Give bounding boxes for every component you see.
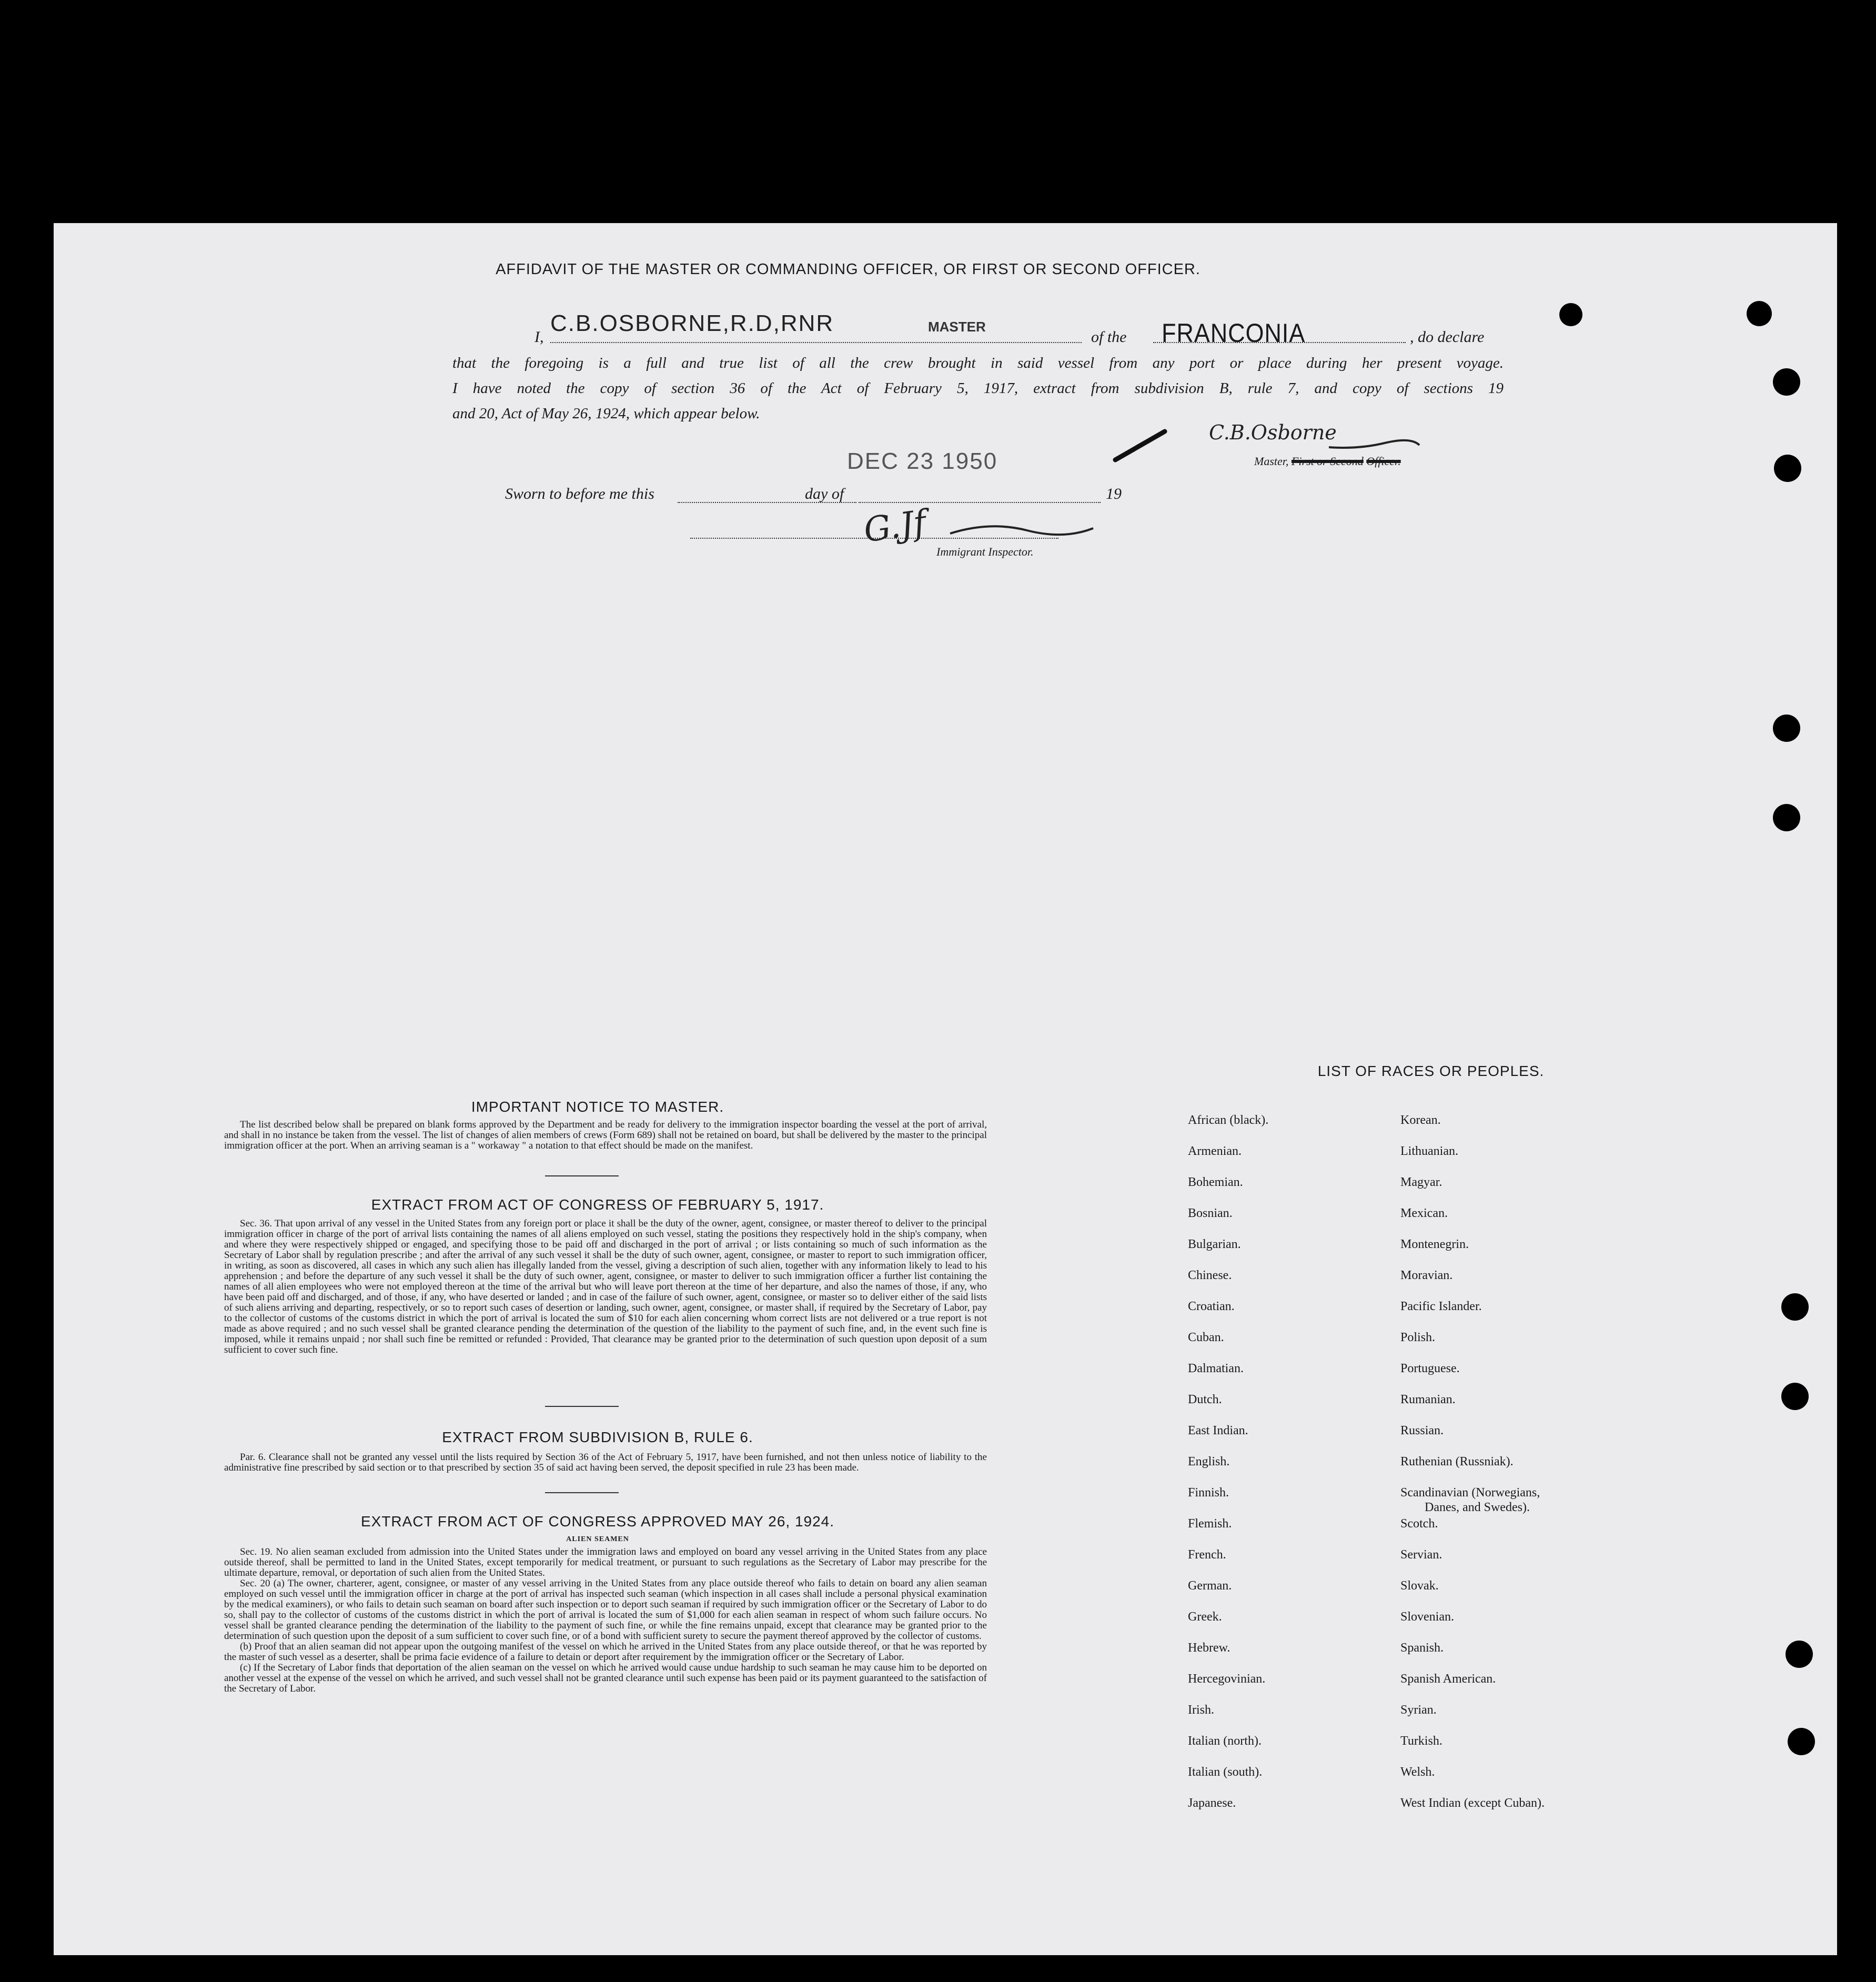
alien-seamen-subtitle: ALIEN SEAMEN <box>566 1535 629 1543</box>
race-right-item: Pacific Islander. <box>1400 1300 1482 1313</box>
race-right-item: Mexican. <box>1400 1206 1448 1220</box>
sec20a-text: Sec. 20 (a) The owner, charterer, agent, consignee, or master of any vessel arriving in the United States from any place outside thereof who fails to detain on board any alien seaman employed on such vessel until the immigration officer in charge at the port of arrival has inspected such seaman (which inspection in all cases shall include a personal physical examination by the medical examiners), or who fails to detain such seaman on board after such inspection or to deport such seaman if required by such immigration officer or the Secretary of Labor to do so, shall pay to the collector of customs of the customs district in which the port of arrival is located the sum of $1,000 for each alien seaman in respect of whom such failure occurs. No vessel shall be granted clearance pending the determination of the liability to the payment of such fine, or while the fine remains unpaid, except that clearance may be granted prior to the determination of such question upon the deposit of a sum sufficient to cover such fine, or of a bond with sufficient surety to secure the payment thereof approved by the collector of customs. <box>224 1578 987 1642</box>
race-left-item: Chinese. <box>1188 1269 1232 1282</box>
master-signature: C.B.Osborne <box>1209 421 1337 444</box>
signature-flourish <box>1327 431 1421 452</box>
signature-slash-mark <box>1111 427 1169 464</box>
caption-officer: Officer. <box>1366 455 1401 468</box>
race-left-item: Bosnian. <box>1188 1206 1233 1220</box>
race-right-item: Welsh. <box>1400 1765 1435 1779</box>
of-the-label: of the <box>1091 328 1127 346</box>
race-left-item: African (black). <box>1188 1113 1269 1127</box>
race-left-item: Italian (north). <box>1188 1734 1262 1748</box>
race-left-item: Italian (south). <box>1188 1765 1263 1779</box>
sec20c-text: (c) If the Secretary of Labor finds that deportation of the alien seaman on the vessel on which he arrived would cause undue hardship to such seaman he may cause him to be deported on another vessel at the expense of the vessel on which he arrived, and such vessel shall not be granted clearance until such expense has been paid or its payment guaranteed to the satisfaction of the Secretary of Labor. <box>224 1662 987 1694</box>
race-left-item: English. <box>1188 1455 1230 1468</box>
declaration-line-2: that the foregoing is a full and true list of all the crew brought in said vessel from any port or place during her present voyage. <box>452 355 1504 371</box>
race-right-item-continued: Danes, and Swedes). <box>1425 1501 1530 1514</box>
race-right-item: Russian. <box>1400 1424 1444 1437</box>
sec20b-text: (b) Proof that an alien seaman did not appear upon the outgoing manifest of the vessel on which he arrived in the United States from any place outside thereof, or that he was reported by the master of such vessel as a deserter, shall be prima facie evidence of a failure to detain or deport after requirement by the immigration officer or the Secretary of Labor. <box>224 1641 987 1663</box>
officer-name: C.B.OSBORNE,R.D,RNR <box>550 310 834 336</box>
inspector-flourish <box>948 518 1095 544</box>
binder-hole <box>1773 804 1800 831</box>
vessel-name: FRANCONIA <box>1162 318 1306 348</box>
name-underline <box>550 342 1082 343</box>
date-stamp: DEC 23 1950 <box>847 448 998 474</box>
race-left-item: Armenian. <box>1188 1144 1242 1158</box>
rule6-text: Par. 6. Clearance shall not be granted any vessel until the lists required by Section 36 of the Act of February 5, 1917, have been furnished, and not then unless notice of liability to the administrative fine prescribed by said section or to that prescribed by section 35 of said act having been served, the deposit specified in rule 23 has been made. <box>224 1452 987 1473</box>
binder-hole <box>1773 715 1800 742</box>
race-left-item: French. <box>1188 1548 1226 1562</box>
race-left-item: Cuban. <box>1188 1331 1224 1344</box>
day-of-label: day of <box>805 485 844 502</box>
divider <box>545 1492 619 1493</box>
race-left-item: Dutch. <box>1188 1393 1222 1406</box>
race-right-item: Ruthenian (Russniak). <box>1400 1455 1514 1468</box>
race-left-item: Hercegovinian. <box>1188 1672 1266 1686</box>
race-right-item: Portuguese. <box>1400 1362 1460 1375</box>
race-left-item: Flemish. <box>1188 1517 1232 1531</box>
sworn-label: Sworn to before me this <box>505 485 654 502</box>
rule6-title: EXTRACT FROM SUBDIVISION B, RULE 6. <box>442 1429 753 1445</box>
race-left-item: Bulgarian. <box>1188 1238 1241 1251</box>
officer-title: MASTER <box>928 319 986 335</box>
caption-struck: First or Second <box>1291 455 1364 468</box>
extract-1924-title: EXTRACT FROM ACT OF CONGRESS APPROVED MAY 26, 1924. <box>360 1513 835 1530</box>
binder-hole <box>1773 368 1800 396</box>
divider <box>545 1175 619 1176</box>
extract-1924-body <box>224 1547 987 1694</box>
race-right-item: Scandinavian (Norwegians, <box>1400 1486 1540 1500</box>
race-right-item: Magyar. <box>1400 1175 1443 1189</box>
caption-master: Master, <box>1254 455 1289 468</box>
race-right-item: Spanish. <box>1400 1641 1444 1655</box>
race-left-item: Finnish. <box>1188 1486 1229 1500</box>
i-label: I, <box>534 328 544 346</box>
race-right-item: West Indian (except Cuban). <box>1400 1796 1545 1810</box>
year-prefix: 19 <box>1106 485 1122 502</box>
declaration-line-3: I have noted the copy of section 36 of the Act of February 5, 1917, extract from subdivision B, rule 7, and copy of sections 19 <box>452 380 1504 397</box>
month-underline <box>859 502 1101 503</box>
affidavit-title: AFFIDAVIT OF THE MASTER OR COMMANDING OFFICER, OR FIRST OR SECOND OFFICER. <box>496 261 1201 278</box>
signature-caption <box>1254 455 1401 468</box>
sec19-text: Sec. 19. No alien seaman excluded from admission into the United States under the immigration laws and employed on board any vessel arriving in the United States from any place outside thereof, shall be permitted to land in the United States, except temporarily for medical treatment, or pursuant to such regulations as the Secretary of Labor may prescribe for the ultimate departure, removal, or deportation of such alien from the United States. <box>224 1546 987 1578</box>
do-declare-label: , do declare <box>1410 328 1485 346</box>
race-left-item: East Indian. <box>1188 1424 1248 1437</box>
document-page <box>54 223 1837 1955</box>
extract-1917-text: Sec. 36. That upon arrival of any vessel in the United States from any foreign port or place it shall be the duty of the owner, agent, consignee, or master thereof to deliver to the principal immigration officer in charge of the port of arrival lists containing the names of all aliens employed on such vessel, stating the positions they respectively hold in the ship's company, when and where they were respectively shipped or engaged, and specifying those to be paid off and discharged in the port of arrival ; or lists containing so much of such information as the Secretary of Labor shall by regulation prescribe ; and after the arrival of any such vessel it shall be the duty of such owner, agent, consignee, or master to report to such immigration officer, in writing, as soon as discovered, all cases in which any such alien has illegally landed from the vessel, giving a description of such alien, together with any information likely to lead to his apprehension ; and before the departure of any such vessel it shall be the duty of such owner, agent, consignee, or master to deliver to such immigration officer a further list containing the names of all alien employees who were not employed thereon at the time of the arrival but who will leave port thereon at the time of her departure, and also the names of those, if any, who have been paid off and discharged, and of those, if any, who have deserted or landed ; and in case of the failure of such owner, agent, consignee, or master so to deliver either of the said lists of such aliens arriving and departing, respectively, or so to report such cases of desertion or landing, such owner, agent, consignee, or master shall, if required by the Secretary of Labor, pay to the collector of customs of the customs district in which the port of arrival is located the sum of $10 for each alien concerning whom correct lists are not delivered or a true report is not made as above required ; and no such vessel shall be granted clearance pending the determination of the question of the liability to the payment of such fine, and, in the event such fine is imposed, while it remains unpaid ; nor shall such fine be remitted or refunded : Provided, That clearance may be granted prior to the determination of such question upon deposit of a sum sufficient to cover such fine. <box>224 1218 987 1355</box>
notice-title: IMPORTANT NOTICE TO MASTER. <box>471 1099 724 1115</box>
race-right-item: Montenegrin. <box>1400 1238 1469 1251</box>
binder-hole <box>1781 1293 1809 1321</box>
binder-hole <box>1781 1383 1809 1410</box>
race-right-item: Servian. <box>1400 1548 1443 1562</box>
race-left-item: Irish. <box>1188 1703 1214 1717</box>
race-right-item: Moravian. <box>1400 1269 1453 1282</box>
binder-hole <box>1774 455 1801 482</box>
race-right-item: Slovenian. <box>1400 1610 1454 1624</box>
race-left-item: Hebrew. <box>1188 1641 1231 1655</box>
race-right-item: Syrian. <box>1400 1703 1437 1717</box>
race-right-item: Spanish American. <box>1400 1672 1496 1686</box>
race-left-item: Croatian. <box>1188 1300 1235 1313</box>
inspector-caption: Immigrant Inspector. <box>936 545 1034 558</box>
race-right-item: Polish. <box>1400 1331 1436 1344</box>
divider <box>545 1406 619 1407</box>
race-right-item: Turkish. <box>1400 1734 1443 1748</box>
race-right-item: Slovak. <box>1400 1579 1439 1593</box>
binder-hole <box>1559 303 1582 326</box>
race-left-item: German. <box>1188 1579 1232 1593</box>
race-right-item: Rumanian. <box>1400 1393 1456 1406</box>
race-right-item: Lithuanian. <box>1400 1144 1458 1158</box>
declaration-line-4: and 20, Act of May 26, 1924, which appear below. <box>452 405 760 422</box>
binder-hole <box>1786 1641 1813 1668</box>
race-left-item: Greek. <box>1188 1610 1222 1624</box>
race-right-item: Scotch. <box>1400 1517 1438 1531</box>
race-left-item: Dalmatian. <box>1188 1362 1244 1375</box>
binder-hole <box>1788 1728 1815 1755</box>
binder-hole <box>1747 301 1772 326</box>
vessel-underline <box>1153 342 1406 343</box>
inspector-signature: G.Jf <box>861 503 929 550</box>
race-left-item: Bohemian. <box>1188 1175 1243 1189</box>
races-title: LIST OF RACES OR PEOPLES. <box>1317 1063 1545 1079</box>
race-right-item: Korean. <box>1400 1113 1441 1127</box>
race-left-item: Japanese. <box>1188 1796 1236 1810</box>
extract-1917-title: EXTRACT FROM ACT OF CONGRESS OF FEBRUARY 5, 1917. <box>371 1196 824 1213</box>
notice-text: The list described below shall be prepared on blank forms approved by the Department and be ready for delivery to the immigration inspector boarding the vessel at the port of arrival, and shall in no instance be taken from the vessel. The list of changes of alien members of crews (Form 689) shall not be retained on board, but shall be delivered by the master to the principal immigration officer at the port. When an arriving seaman is a " workaway " a notation to that effect should be made on the manifest. <box>224 1119 987 1151</box>
